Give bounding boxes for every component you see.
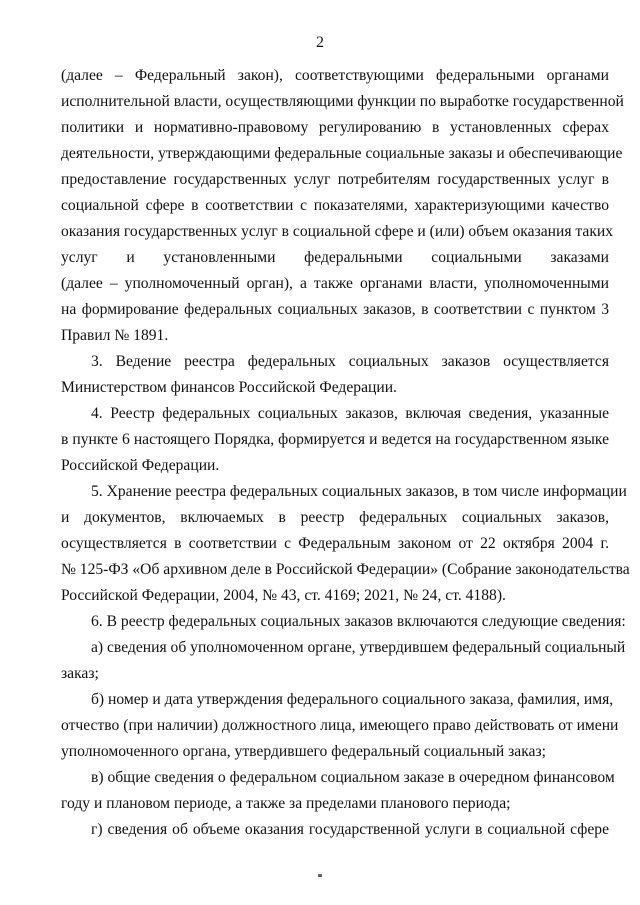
text-line: 6. В реестр федеральных социальных заказов включаются следующие сведения: <box>91 613 626 630</box>
text-line: осуществляется в соответствии с Федеральным законом от 22 октября 2004 г. <box>61 535 609 552</box>
text-line: 3. Ведение реестра федеральных социальных заказов осуществляется <box>91 353 609 370</box>
text-line: и документов, включаемых в реестр федеральных социальных заказов, <box>61 509 609 526</box>
text-line: отчество (при наличии) должностного лица, имеющего право действовать от имени <box>61 717 619 734</box>
text-line: (далее – Федеральный закон), соответствующими федеральными органами <box>61 67 609 84</box>
text-line: исполнительной власти, осуществляющими функции по выработке государственной <box>61 93 624 110</box>
text-line: услуг и установленными федеральными социальными заказами <box>61 249 609 266</box>
text-line: Российской Федерации. <box>61 457 220 474</box>
text-line: социальной сфере в соответствии с показателями, характеризующими качество <box>61 197 609 214</box>
text-line: году и плановом периоде, а также за пределами планового периода; <box>61 795 511 812</box>
text-line: № 125-ФЗ «Об архивном деле в Российской Федерации» (Собрание законодательства <box>61 561 630 578</box>
text-line: Российской Федерации, 2004, № 43, ст. 4169; 2021, № 24, ст. 4188). <box>61 587 506 604</box>
text-line: политики и нормативно-правовому регулированию в установленных сферах <box>61 119 609 136</box>
text-line: предоставление государственных услуг потребителям государственных услуг в <box>61 171 609 188</box>
text-line: 5. Хранение реестра федеральных социальных заказов, в том числе информации <box>91 483 627 500</box>
text-line: Правил № 1891. <box>61 327 169 344</box>
text-line: уполномоченного органа, утвердившего федеральный социальный заказ; <box>61 743 546 760</box>
page-number: 2 <box>316 34 324 51</box>
text-line: г) сведения об объеме оказания государственной услуги в социальной сфере <box>91 821 609 838</box>
text-line: на формирование федеральных социальных заказов, в соответствии с пунктом 3 <box>61 301 609 318</box>
text-line: деятельности, утверждающими федеральные социальные заказы и обеспечивающие <box>61 145 623 162</box>
text-line: а) сведения об уполномоченном органе, утвердившем федеральный социальный <box>91 639 626 656</box>
text-line: заказ; <box>61 665 99 682</box>
document-body <box>61 63 630 843</box>
text-line: (далее – уполномоченный орган), а также органами власти, уполномоченными <box>61 275 609 292</box>
scan-mark <box>318 874 322 877</box>
text-line: Министерством финансов Российской Федерации. <box>61 379 397 396</box>
text-line: 4. Реестр федеральных социальных заказов, включая сведения, указанные <box>91 405 609 422</box>
text-line: б) номер и дата утверждения федерального социального заказа, фамилия, имя, <box>91 691 614 708</box>
text-line: в пункте 6 настоящего Порядка, формируется и ведется на государственном языке <box>61 431 609 448</box>
text-line: оказания государственных услуг в социальной сфере и (или) объем оказания таких <box>61 223 614 240</box>
text-line: в) общие сведения о федеральном социальном заказе в очередном финансовом <box>91 769 615 786</box>
